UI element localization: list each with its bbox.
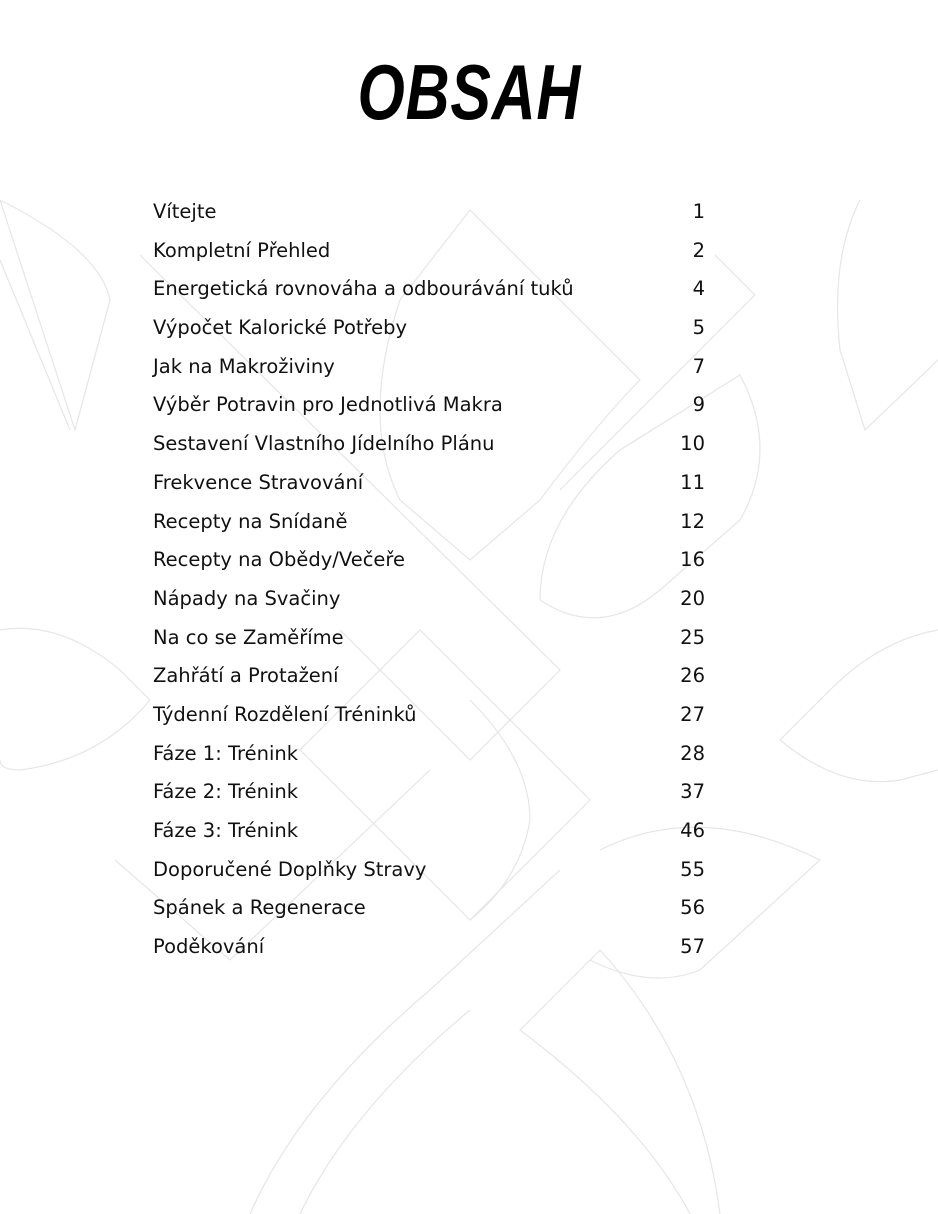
toc-entry-page: 10 (680, 432, 705, 456)
toc-entry-page: 9 (692, 393, 705, 417)
toc-entry-label: Sestavení Vlastního Jídelního Plánu (153, 432, 495, 456)
toc-entry-page: 7 (692, 354, 705, 378)
toc-entry-label: Nápady na Svačiny (153, 586, 341, 610)
toc-entry-label: Spánek a Regenerace (153, 896, 366, 920)
toc-entry-page: 55 (680, 857, 705, 881)
toc-entry-page: 4 (692, 277, 705, 301)
toc-entry[interactable] (153, 932, 705, 971)
toc-entry-page: 25 (680, 625, 705, 649)
toc-entry[interactable] (153, 545, 705, 584)
toc-entry[interactable] (153, 429, 705, 468)
toc-entry-label: Poděkování (153, 935, 265, 959)
table-of-contents (153, 197, 705, 971)
toc-entry[interactable] (153, 777, 705, 816)
toc-entry-label: Výpočet Kalorické Potřeby (153, 316, 408, 340)
toc-entry[interactable] (153, 197, 705, 236)
toc-entry[interactable] (153, 236, 705, 275)
toc-entry[interactable] (153, 352, 705, 391)
toc-entry[interactable] (153, 816, 705, 855)
toc-entry[interactable] (153, 893, 705, 932)
toc-entry[interactable] (153, 468, 705, 507)
toc-entry-label: Na co se Zaměříme (153, 625, 344, 649)
toc-entry-page: 11 (680, 470, 705, 494)
toc-entry-page: 57 (680, 935, 705, 959)
toc-entry[interactable] (153, 623, 705, 662)
toc-entry-page: 16 (680, 548, 705, 572)
toc-entry[interactable] (153, 739, 705, 778)
toc-entry-label: Recepty na Snídaně (153, 509, 348, 533)
page-title (0, 48, 938, 136)
toc-entry-label: Týdenní Rozdělení Tréninků (153, 702, 417, 726)
toc-entry-page: 2 (692, 238, 705, 262)
toc-entry-label: Recepty na Obědy/Večeře (153, 548, 405, 572)
toc-entry-page: 27 (680, 702, 705, 726)
toc-entry[interactable] (153, 584, 705, 623)
toc-entry-label: Doporučené Doplňky Stravy (153, 857, 427, 881)
toc-entry-page: 1 (692, 200, 705, 223)
toc-entry-label: Fáze 3: Trénink (153, 819, 299, 842)
toc-entry[interactable] (153, 313, 705, 352)
toc-entry-page: 5 (692, 316, 705, 340)
toc-entry-label: Kompletní Přehled (153, 238, 331, 262)
toc-entry[interactable] (153, 274, 705, 313)
toc-entry-label: Jak na Makroživiny (153, 354, 335, 378)
toc-entry[interactable] (153, 700, 705, 739)
toc-entry-page: 37 (680, 780, 705, 804)
toc-entry-page: 46 (680, 819, 705, 842)
toc-entry-label: Energetická rovnováha a odbourávání tuků (153, 277, 574, 301)
toc-entry-label: Frekvence Stravování (153, 470, 364, 494)
toc-entry[interactable] (153, 507, 705, 546)
toc-entry[interactable] (153, 390, 705, 429)
toc-entry-page: 56 (680, 896, 705, 920)
toc-entry-page: 28 (680, 741, 705, 765)
toc-entry[interactable] (153, 661, 705, 700)
toc-entry[interactable] (153, 855, 705, 894)
toc-entry-label: Zahřátí a Protažení (153, 664, 339, 688)
toc-entry-label: Vítejte (153, 200, 217, 223)
toc-entry-page: 12 (680, 509, 705, 533)
toc-entry-page: 26 (680, 664, 705, 688)
title-text: OBSAH (357, 48, 581, 136)
toc-entry-page: 20 (680, 586, 705, 610)
toc-entry-label: Fáze 2: Trénink (153, 780, 299, 804)
toc-entry-label: Fáze 1: Trénink (153, 741, 299, 765)
toc-entry-label: Výběr Potravin pro Jednotlivá Makra (153, 393, 503, 417)
